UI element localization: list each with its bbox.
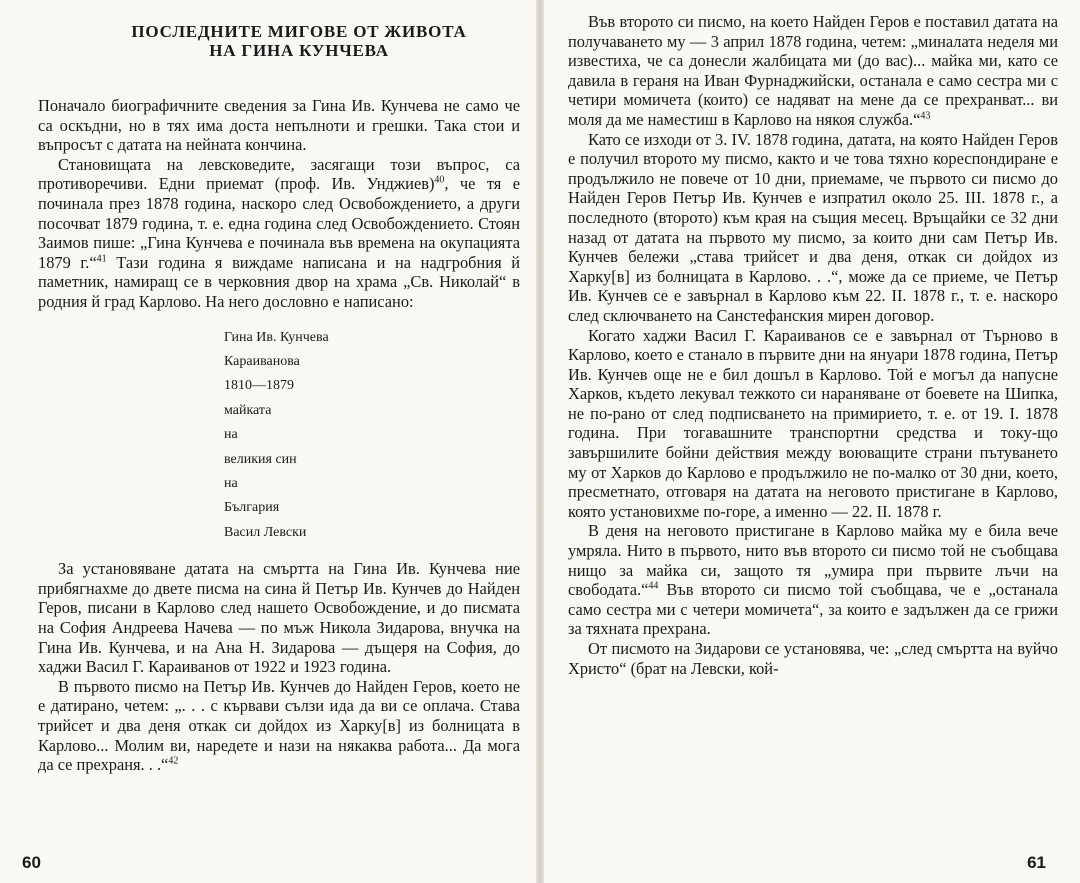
footnote-ref-43: 43 bbox=[920, 110, 931, 122]
paragraph-1: Поначало биографичните сведения за Гина Ив. Кунчева не само че са оскъдни, но в тях има доста непълноти и грешки. Така стои и въпросът с датата на нейната кончина. bbox=[38, 96, 520, 155]
paragraph-3: Когато хаджи Васил Г. Караиванов се е завърнал от Търново в Карлово, което е станало в първите дни на януари 1878 година, Петър Ив. Кунчев още не е бил дошъл в Карлово. Той е могъл да напусне Харков, където лекувал тежкото си нараняване от боевете на Шипка, не по-рано от след подписването на примирието, т. е. от 19. I. 1878 година. При тогавашните транспортни средства и току-що завършилите бойни действия между воюващите страни пътуването му от Харков до Карлово е продължило не по-малко от 30 дни, което, пресметнато, отговаря на датата на неговото пристигане в Карлово, която установихме по-горе, а именно — 22. II. 1878 г. bbox=[568, 325, 1058, 521]
page-number-left: 60 bbox=[22, 853, 41, 872]
tombstone-inscription bbox=[224, 326, 520, 546]
right-page bbox=[544, 0, 1080, 883]
chapter-title bbox=[78, 22, 520, 60]
left-page bbox=[0, 0, 536, 883]
footnote-ref-44: 44 bbox=[648, 580, 659, 592]
paragraph-4-text-b: Във второто си писмо той съобщава, че е „останала само сестра ми с четери момичета“, за които е задължен да се грижи за тяхната прехрана. bbox=[568, 580, 1058, 639]
inscription-line: на bbox=[224, 475, 238, 491]
footnote-ref-41: 41 bbox=[96, 253, 107, 265]
paragraph-4-text-a: В деня на неговото пристигане в Карлово майка му е била вече умряла. Нито в първото, нито във второто си писмо той не съобщава нищо за майка си, защото тя „умира при първите лъчи на свободата.“ bbox=[568, 521, 1058, 600]
right-body-text bbox=[568, 12, 1058, 678]
paragraph-2-text-c: Тази година я виждаме написана и на надгробния й паметник, намиращ се в черковния двор на храма „Св. Николай“ в родния й град Карлово. На него дословно е написано: bbox=[38, 252, 521, 311]
left-body-text bbox=[38, 96, 520, 312]
inscription-line: Васил Левски bbox=[224, 524, 307, 540]
paragraph-4-text: В първото писмо на Петър Ив. Кунчев до Найден Геров, което не е датирано, четем: „. . . с кървави сълзи ида да ви се оплача. Става трийсет и два деня откак си дойдох из Харку[в] из болницата в Карлово... Молим ви, наредете и нази на някаква работа... Да мога да се прехраня. . .“ bbox=[38, 676, 520, 775]
page-number-right: 61 bbox=[1027, 853, 1046, 872]
inscription-line: Караиванова bbox=[224, 353, 300, 369]
inscription-line: Гина Ив. Кунчева bbox=[224, 329, 329, 345]
inscription-line: 1810—1879 bbox=[224, 378, 294, 394]
paragraph-3: За установяване датата на смъртта на Гина Ив. Кунчева ние прибягнахме до двете писма на сина й Петър Ив. Кунчев до Найден Геров, писани в Карлово след нашето Освобождение, и до писмата на София Андреева Начева — по мъж Никола Зидарова, внучка на Гина Ив. Кунчева, и на Ана Н. Зидарова — дъщеря на София, до хаджи Васил Г. Караиванов от 1922 и 1923 година. bbox=[38, 559, 520, 677]
paragraph-4 bbox=[568, 521, 1058, 639]
inscription-line: на bbox=[224, 427, 238, 443]
footnote-ref-42: 42 bbox=[168, 755, 179, 767]
inscription-line: майката bbox=[224, 402, 272, 418]
paragraph-1 bbox=[568, 12, 1058, 130]
inscription-line: България bbox=[224, 500, 280, 516]
paragraph-2: Като се изходи от 3. IV. 1878 година, датата, на която Найден Геров е получил второто му писмо, както и че това тяхно кореспондиране е продължило не повече от 10 дни, приемаме, че първото си писмо до Найден Геров Петър Ив. Кунчев е изпратил около 25. III. 1878 г., а последното (второто) към края на същия месец. Връщайки се 32 дни назад от датата на първото му писмо, за които дни сам Петър Ив. Кунчев бележи „става трийсет и два деня, откак си дойдох из Харку[в] из болницата в Карлово. . .“, може да се приеме, че Петър Ив. Кунчев се е завърнал в Карлово към 22. II. 1878 г., т. е. наскоро след сключването на Санстефанския мирен договор. bbox=[568, 129, 1058, 325]
chapter-title-line-2: НА ГИНА КУНЧЕВА bbox=[209, 41, 389, 60]
paragraph-2-text-b: , че тя е починала през 1878 година, наскоро след Освобождението, а други посочват 1879 година, т. е. една година след Освобождението. Стоян Заимов пише: „Гина Кунчева е починала във времена на окупацията 1879 г.“ bbox=[38, 174, 520, 272]
paragraph-4 bbox=[38, 677, 520, 775]
paragraph-1-text: Във второто си писмо, на което Найден Геров е поставил датата на получаването му — 3 април 1878 година, четем: „миналата неделя ми известиха, че са донесли жалбицата ми (до вас)... майка ми, като се давила в гераня на Иван Фурнаджийски, останала е само сестра ми с четири момичета (които) се надяват на мене да се прехранват... ви моля да ме наместиш в Карлово на някоя служба.“ bbox=[568, 12, 1058, 129]
book-gutter bbox=[536, 0, 544, 883]
footnote-ref-40: 40 bbox=[434, 174, 445, 186]
paragraph-2 bbox=[38, 155, 520, 312]
chapter-title-line-1: ПОСЛЕДНИТЕ МИГОВЕ ОТ ЖИВОТА bbox=[131, 22, 467, 41]
paragraph-5: От писмото на Зидарови се установява, че: „след смъртта на вуйчо Христо“ (брат на Левски, кой- bbox=[568, 639, 1058, 678]
inscription-line: великия син bbox=[224, 451, 297, 467]
left-body-text-continued bbox=[38, 559, 520, 775]
paragraph-2-text-a: Становищата на левсковедите, засягащи този въпрос, са противоречиви. Едни приемат (проф. Ив. Унджиев) bbox=[38, 154, 520, 194]
